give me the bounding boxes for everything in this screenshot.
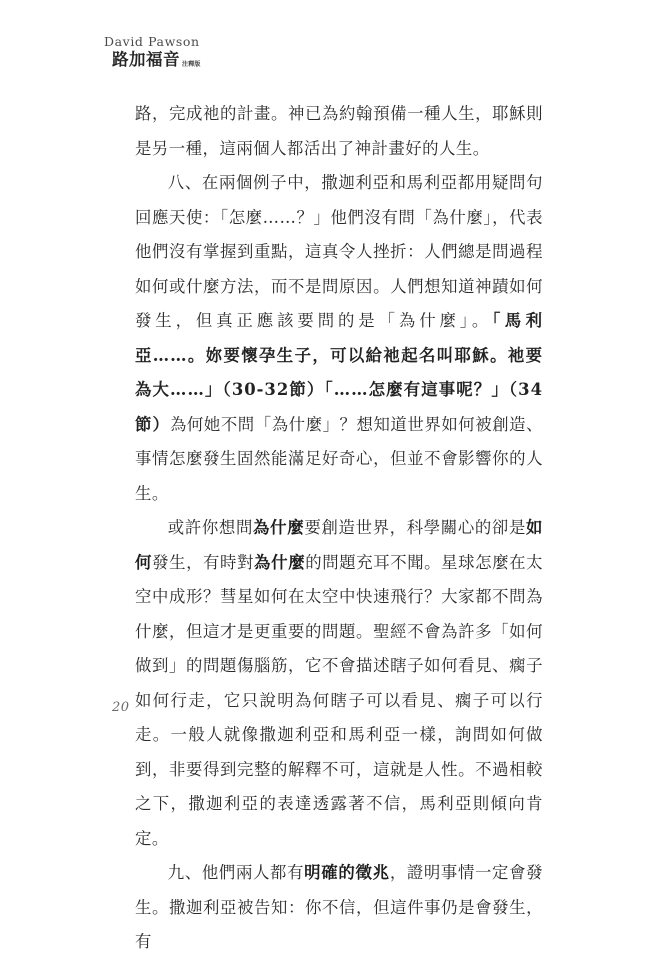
body-text-block [135,97,543,960]
paragraph [135,511,543,856]
scripture-quote: 「馬利亞……。妳要懷孕生子，可以給祂起名叫耶穌。祂要為大……」（30-32節）「……怎麼有這事呢？」（34節） [135,311,543,434]
emphasized-text: 如何 [135,518,544,572]
header-book-title: 路加福音 [112,49,180,69]
text-run: 路，完成祂的計畫。神已為約翰預備一種人生，耶穌則是另一種，這兩個人都活出了神計畫好的人生。 [135,104,543,158]
text-run: ，證明事情一定會發生。撒迦利亞被告知：你不信，但這件事仍是會發生，有 [135,863,544,951]
emphasized-text: 為什麼 [253,518,305,537]
emphasized-text: 明確的徵兆 [304,863,390,882]
emphasized-text: 為什麼 [254,552,306,572]
header-author: David Pawson [104,34,200,49]
paragraph [135,97,543,166]
page-number: 20 [112,700,130,715]
header-edition-note: 注釋版 [182,60,201,68]
text-run: 發生，有時對 [152,552,255,572]
text-run: 八、在兩個例子中，撒迦利亞和馬利亞都用疑問句回應天使：「怎麼……？」他們沒有問「為什麼」，代表他們沒有掌握到重點，這真令人挫折：人們總是問過程如何或什麼方法，而不是問原因。人們想知道神蹟如何發生，但真正應該要問的是「為什麼」。 [135,173,543,330]
text-run: 的問題充耳不聞。星球怎麼在太空中成形？彗星如何在太空中快速飛行？大家都不問為什麼，但這才是更重要的問題。聖經不會為許多「如何做到」的問題傷腦筋，它不會描述瞎子如何看見、瘸子如何行走，它只說明為何瞎子可以看見、瘸子可以行走。一般人就像撒迦利亞和馬利亞一樣，詢問如何做到，非要得到完整的解釋不可，這就是人性。不過相較之下，撒迦利亞的表達透露著不信，馬利亞則傾向肯定。 [135,552,543,848]
header-title-row [104,49,201,69]
text-run: 為何她不問「為什麼」？想知道世界如何被創造、事情怎麼發生固然能滿足好奇心，但並不會影響你的人生。 [135,414,544,503]
text-run: 或許你想問 [167,518,254,537]
paragraph [135,856,543,960]
text-run: 九、他們兩人都有 [167,863,305,882]
running-header [104,36,201,68]
paragraph [135,166,543,511]
text-run: 要創造世界，科學關心的卻是 [304,518,527,537]
